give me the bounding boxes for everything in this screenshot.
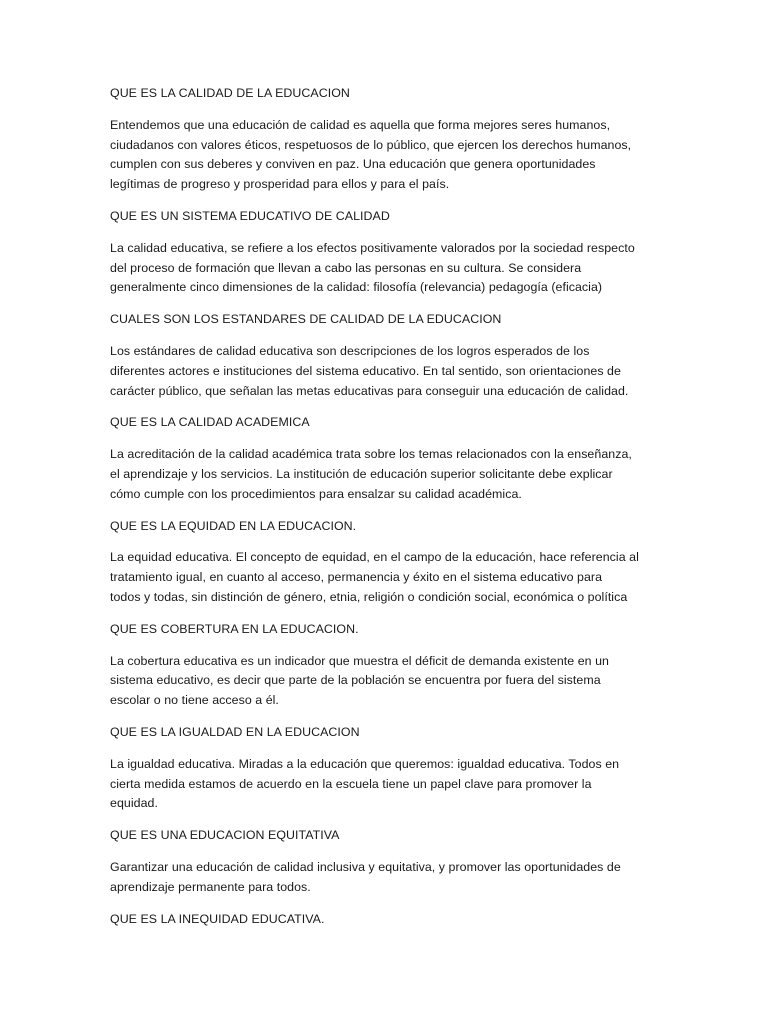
paragraph-line: cumplen con sus deberes y conviven en paz. Una educación que genera oportunidades: [110, 157, 596, 172]
section-heading: QUE ES COBERTURA EN LA EDUCACION.: [110, 621, 359, 636]
section-calidad-educacion: [110, 84, 662, 195]
section-inequidad: [110, 910, 662, 930]
section-paragraph: [110, 342, 662, 401]
document-page: [110, 84, 662, 941]
paragraph-line: Garantizar una educación de calidad inclusiva y equitativa, y promover las oportunidades de: [110, 859, 621, 874]
paragraph-line: tratamiento igual, en cuanto al acceso, permanencia y éxito en el sistema educativo para: [110, 570, 603, 585]
section-sistema-educativo: [110, 207, 662, 298]
paragraph-line: aprendizaje permanente para todos.: [110, 879, 311, 894]
paragraph-line: generalmente cinco dimensiones de la calidad: filosofía (relevancia) pedagogía (eficacia): [110, 280, 603, 295]
section-paragraph: [110, 858, 662, 898]
section-heading: QUE ES LA CALIDAD DE LA EDUCACION: [110, 86, 350, 100]
paragraph-line: La calidad educativa, se refiere a los efectos positivamente valorados por la sociedad respecto: [110, 240, 635, 255]
paragraph-line: ciudadanos con valores éticos, respetuosos de lo público, que ejercen los derechos humanos,: [110, 137, 632, 152]
paragraph-line: La cobertura educativa es un indicador que muestra el déficit de demanda existente en un: [110, 653, 609, 668]
section-paragraph: [110, 239, 662, 298]
paragraph-line: del proceso de formación que llevan a cabo las personas en su cultura. Se considera: [110, 260, 582, 275]
paragraph-line: Los estándares de calidad educativa son descripciones de los logros esperados de los: [110, 343, 590, 358]
section-heading: CUALES SON LOS ESTANDARES DE CALIDAD DE LA EDUCACION: [110, 312, 502, 327]
section-paragraph: [110, 548, 662, 607]
paragraph-line: cierta medida estamos de acuerdo en la escuela tiene un papel clave para promover la: [110, 776, 592, 791]
section-heading: QUE ES LA CALIDAD ACADEMICA: [110, 415, 310, 430]
paragraph-line: carácter público, que señalan las metas educativas para conseguir una educación de calidad.: [110, 383, 629, 398]
section-heading: QUE ES UNA EDUCACION EQUITATIVA: [110, 828, 340, 843]
paragraph-line: La igualdad educativa. Miradas a la educación que queremos: igualdad educativa. Todos en: [110, 756, 620, 771]
paragraph-line: equidad.: [110, 796, 158, 811]
section-cobertura: [110, 620, 662, 711]
paragraph-line: sistema educativo, es decir que parte de la población se encuentra por fuera del sistema: [110, 673, 601, 688]
section-heading: QUE ES LA EQUIDAD EN LA EDUCACION.: [110, 518, 357, 533]
section-equidad: [110, 517, 662, 608]
section-paragraph: [110, 755, 662, 814]
paragraph-line: diferentes actores e instituciones del sistema educativo. En tal sentido, son orientaciones de: [110, 363, 621, 378]
paragraph-line: escolar o no tiene acceso a él.: [110, 693, 279, 708]
paragraph-line: La equidad educativa. El concepto de equidad, en el campo de la educación, hace referencia al: [110, 550, 639, 565]
section-igualdad: [110, 723, 662, 814]
section-heading: QUE ES LA INEQUIDAD EDUCATIVA.: [110, 911, 325, 926]
paragraph-line: legítimas de progreso y prosperidad para ellos y para el país.: [110, 177, 450, 192]
section-calidad-academica: [110, 413, 662, 504]
paragraph-line: el aprendizaje y los servicios. La institución de educación superior solicitante debe explicar: [110, 466, 613, 481]
section-heading: QUE ES UN SISTEMA EDUCATIVO DE CALIDAD: [110, 208, 390, 223]
paragraph-line: La acreditación de la calidad académica trata sobre los temas relacionados con la enseñanza,: [110, 447, 632, 462]
paragraph-line: todos y todas, sin distinción de género, etnia, religión o condición social, económica o política: [110, 589, 628, 604]
section-paragraph: [110, 445, 662, 504]
section-paragraph: [110, 116, 662, 195]
paragraph-line: Entendemos que una educación de calidad es aquella que forma mejores seres humanos,: [110, 117, 611, 132]
section-estandares: [110, 310, 662, 401]
section-educacion-equitativa: [110, 826, 662, 897]
section-paragraph: [110, 652, 662, 711]
section-heading: QUE ES LA IGUALDAD EN LA EDUCACION: [110, 724, 360, 739]
paragraph-line: cómo cumple con los procedimientos para ensalzar su calidad académica.: [110, 486, 522, 501]
